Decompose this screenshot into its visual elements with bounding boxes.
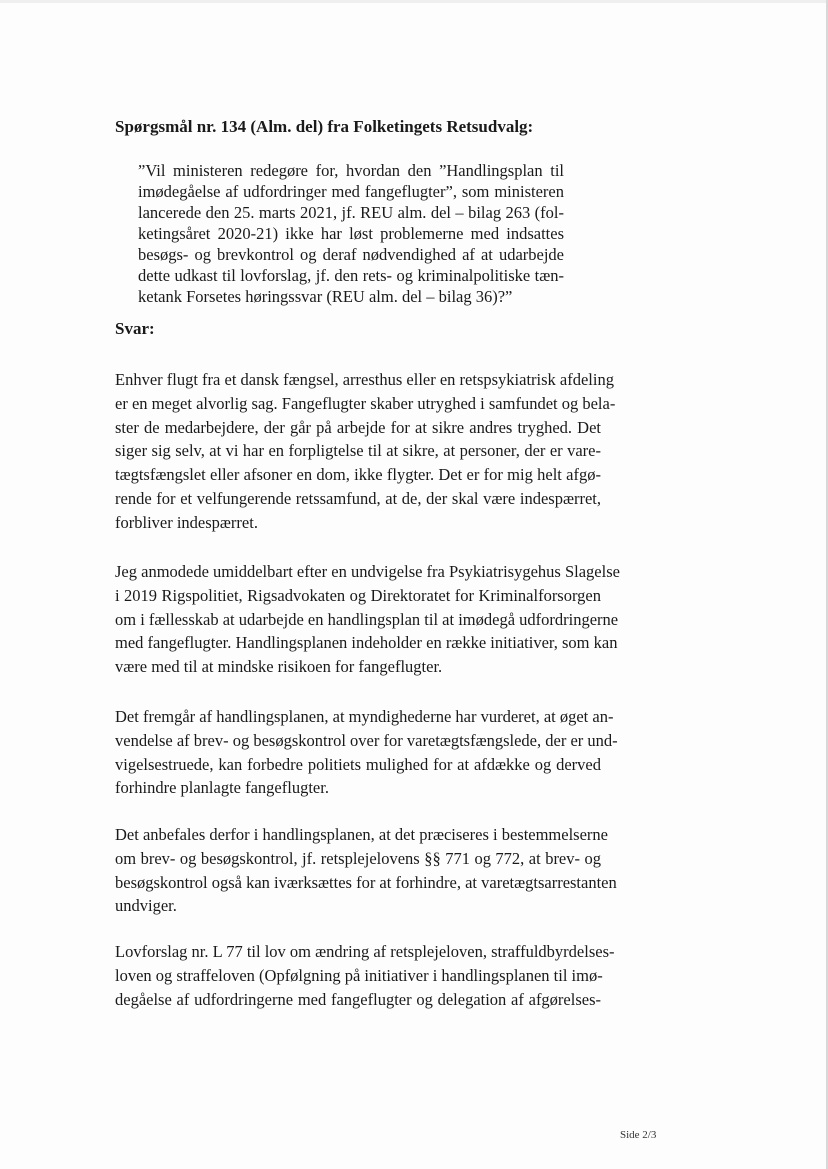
answer-paragraph-4 (115, 823, 617, 918)
answer-paragraph-1 (115, 368, 616, 535)
quote-line: ketingsåret 2020-21) ikke har løst problemerne med indsattes (138, 224, 564, 243)
paragraph-line: om i fællesskab at udarbejde en handlingsplan til at imødegå udfordringerne (115, 609, 619, 629)
paragraph-line: vigelsestruede, kan forbedre politiets mulighed for at afdække og derved (115, 754, 601, 774)
paragraph-line: er en meget alvorlig sag. Fangeflugter skaber utryghed i samfundet og bela- (115, 393, 616, 413)
quote-line: lancerede den 25. marts 2021, jf. REU alm. del – bilag 263 (fol- (138, 203, 564, 222)
paragraph-line: Lovforslag nr. L 77 til lov om ændring af retsplejeloven, straffuldbyrdelses- (115, 942, 615, 961)
paragraph-line: være med til at mindske risikoen for fangeflugter. (115, 657, 443, 677)
paragraph-line: i 2019 Rigspolitiet, Rigsadvokaten og Direktoratet for Kriminalforsorgen (115, 585, 601, 605)
paragraph-line: Jeg anmodede umiddelbart efter en undvigelse fra Psykiatrisygehus Slagelse (115, 562, 620, 581)
page-number: Side 2/3 (620, 1129, 657, 1141)
question-heading: Spørgsmål nr. 134 (Alm. del) fra Folketingets Retsudvalg: (115, 117, 534, 136)
paragraph-line: om brev- og besøgskontrol, jf. retsplejelovens §§ 771 og 772, at brev- og (115, 848, 601, 868)
paragraph-line: undviger. (115, 896, 177, 916)
quote-line: ”Vil ministeren redegøre for, hvordan den ”Handlingsplan til (138, 161, 564, 180)
paragraph-line: Det anbefales derfor i handlingsplanen, at det præciseres i bestemmelserne (115, 825, 608, 844)
paragraph-line: Det fremgår af handlingsplanen, at myndighederne har vurderet, at øget an- (115, 707, 614, 726)
quote-line: besøgs- og brevkontrol og deraf nødvendighed af at udarbejde (138, 245, 564, 264)
answer-heading: Svar: (115, 319, 155, 338)
quote-line: imødegåelse af udfordringer med fangeflugter”, som ministeren (138, 182, 564, 201)
answer-paragraph-5 (115, 940, 615, 1011)
paragraph-line: loven og straffeloven (Opfølgning på initiativer i handlingsplanen til imø- (115, 965, 603, 985)
paragraph-line: med fangeflugter. Handlingsplanen indeholder en række initiativer, som kan (115, 633, 618, 653)
paragraph-line: siger sig selv, at vi har en forpligtelse til at sikre, at personer, der er vare- (115, 441, 601, 461)
paragraph-line: tægtsfængslet eller afsoner en dom, ikke flygter. Det er for mig helt afgø- (115, 465, 601, 485)
answer-paragraph-3 (115, 705, 618, 800)
paragraph-line: rende for et velfungerende retssamfund, at de, der skal være indespærret, (115, 488, 601, 508)
quote-line: ketank Forsetes høringssvar (REU alm. del – bilag 36)?” (138, 287, 513, 306)
quote-line: dette udkast til lovforslag, jf. den rets- og kriminalpolitiske tæn- (138, 266, 564, 285)
paragraph-line: besøgskontrol også kan iværksættes for at forhindre, at varetægtsarrestanten (115, 872, 617, 892)
paragraph-line: vendelse af brev- og besøgskontrol over for varetægtsfængslede, der er und- (115, 730, 618, 750)
scan-edge-top (0, 0, 828, 3)
paragraph-line: degåelse af udfordringerne med fangeflugter og delegation af afgørelses- (115, 989, 601, 1009)
paragraph-line: Enhver flugt fra et dansk fængsel, arresthus eller en retspsykiatrisk afdeling (115, 370, 614, 389)
question-quote (138, 160, 564, 307)
answer-paragraph-2 (115, 560, 620, 679)
paragraph-line: forbliver indespærret. (115, 512, 258, 532)
paragraph-line: ster de medarbejdere, der går på arbejde for at sikre andres tryghed. Det (115, 417, 601, 437)
paragraph-line: forhindre planlagte fangeflugter. (115, 778, 329, 798)
